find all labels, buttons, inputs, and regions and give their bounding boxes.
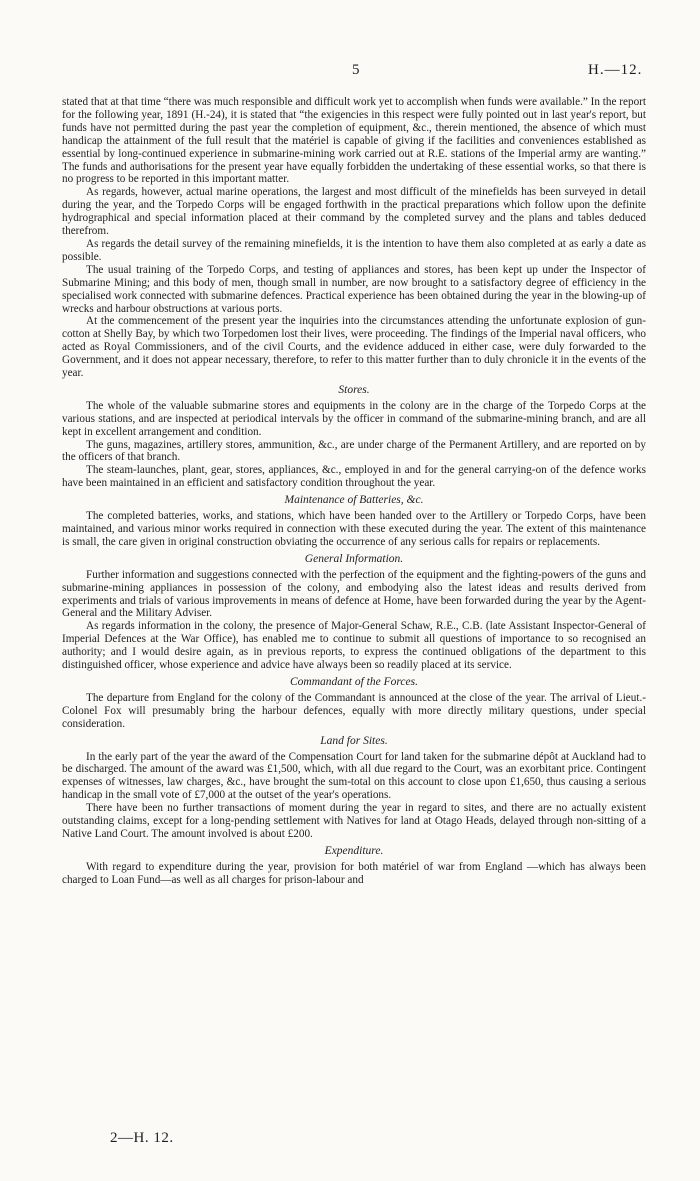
paragraph: As regards, however, actual marine operations, the largest and most difficult of the minefields has been surveyed in detail during the year, and the Torpedo Corps will be engaged forthwith in the practical preparations which follow upon the definite hydrographical and special information placed at their command by the completed survey and the plans and tables deduced therefrom. (62, 186, 646, 238)
paragraph: Further information and suggestions connected with the perfection of the equipment and the fighting-powers of the guns and submarine-mining appliances in possession of the colony, and embodying also the latest ideas and results derived from experiments and trials of various improvements in means of defence at Home, have been forwarded during the year by the Agent-General and the Military Adviser. (62, 568, 646, 620)
section-heading-general-information: General Information. (304, 552, 404, 565)
paragraph: With regard to expenditure during the year, provision for both matériel of war from England —which has always been charged to Loan Fund—as well as all charges for prison-labour and (62, 860, 646, 886)
section-heading-expenditure: Expenditure. (324, 844, 384, 857)
paragraph: The usual training of the Torpedo Corps, and testing of appliances and stores, has been kept up under the Inspector of Submarine Mining; and this body of men, though small in number, are now brought to a satisfactory degree of efficiency in the specialised work connected with submarine defences. Practical experience has been obtained during the year in the blowing-up of wrecks and harbour obstructions at various ports. (62, 263, 646, 315)
paragraph: The whole of the valuable submarine stores and equipments in the colony are in the charge of the Torpedo Corps at the various stations, and are inspected at periodical intervals by the officer in command of the submarine-mining branch, and are all kept in excellent arrangement and condition. (62, 399, 646, 438)
section-heading-land-for-sites: Land for Sites. (320, 734, 388, 747)
paragraph: The completed batteries, works, and stations, which have been handed over to the Artillery or Torpedo Corps, have been maintained, and various minor works required in connection with these executed during the year. The extent of this maintenance is small, the care given in original construction obviating the occurrence of any serious calls for repairs or replacements. (62, 510, 646, 548)
section-heading-maintenance: Maintenance of Batteries, &c. (284, 494, 424, 507)
paragraph: stated that at that time “there was much responsible and difficult work yet to accomplish when funds were available.” In the report for the following year, 1891 (H.-24), it is stated that “the exigencies in this respect were fully pointed out in last year's report, but funds have not permitted during the past year the completion of equipment, &c., therein mentioned, the absence of which must handicap the attainment of the full result that the matériel is capable of giving if the facilities and conveniences established as essential by long-continued experience in submarine-mining work carried out at R.E. stations of the Imperial army are wanting.” The funds and authorisations for the present year have equally forbidden the undertaking of these essential works, so that there is no progress to be reported in this important matter. (62, 96, 646, 186)
section-heading-commandant: Commandant of the Forces. (290, 675, 418, 688)
paragraph: The departure from England for the colony of the Commandant is announced at the close of the year. The arrival of Lieut.-Colonel Fox will presumably bring the harbour defences, equally with more directly military questions, under special consideration. (62, 691, 646, 730)
document-reference: H.—12. (588, 62, 643, 78)
paragraph: As regards information in the colony, the presence of Major-General Schaw, R.E., C.B. (late Assistant Inspector-General of Imperial Defences at the War Office), has enabled me to continue to submit all questions of importance to so recognised an authority; and I would desire again, as in previous reports, to express the continued obligations of the department to this distinguished officer, whose experience and advice have always been so readily placed at its service. (62, 620, 646, 672)
paragraph: The steam-launches, plant, gear, stores, appliances, &c., employed in and for the general carrying-on of the defence works have been maintained in an efficient and satisfactory condition throughout the year. (62, 464, 646, 490)
page-number: 5 (352, 62, 360, 78)
paragraph: At the commencement of the present year the inquiries into the circumstances attending the unfortunate explosion of gun-cotton at Shelly Bay, by which two Torpedomen lost their lives, were proceeding. The findings of the Imperial naval officers, who acted as Royal Commissioners, and of the civil Courts, and the evidence adduced in either case, were duly forwarded to the Government, and it does not appear necessary, therefore, to refer to this matter further than to duly chronicle it in the events of the year. (62, 315, 646, 380)
paragraph: The guns, magazines, artillery stores, ammunition, &c., are under charge of the Permanent Artillery, and are reported on by the officers of that branch. (62, 438, 646, 464)
paragraph: As regards the detail survey of the remaining minefields, it is the intention to have them also completed at as early a date as possible. (62, 237, 646, 263)
sheet-reference: 2—H. 12. (110, 1130, 174, 1146)
body-text (62, 96, 646, 887)
paragraph: There have been no further transactions of moment during the year in regard to sites, and there are no actually existent outstanding claims, except for a long-pending settlement with Natives for land at Otago Heads, delayed through non-sitting of a Native Land Court. The amount involved is about £200. (62, 802, 646, 840)
section-heading-stores: Stores. (338, 383, 370, 396)
paragraph: In the early part of the year the award of the Compensation Court for land taken for the submarine dépôt at Auckland had to be discharged. The amount of the award was £1,500, which, with all due regard to the Court, was an exorbitant price. Contingent expenses of witnesses, law charges, &c., have brought the sum-total on this account to close upon £1,650, thus causing a serious handicap in the small vote of £7,000 at the outset of the year's operations. (62, 750, 646, 802)
